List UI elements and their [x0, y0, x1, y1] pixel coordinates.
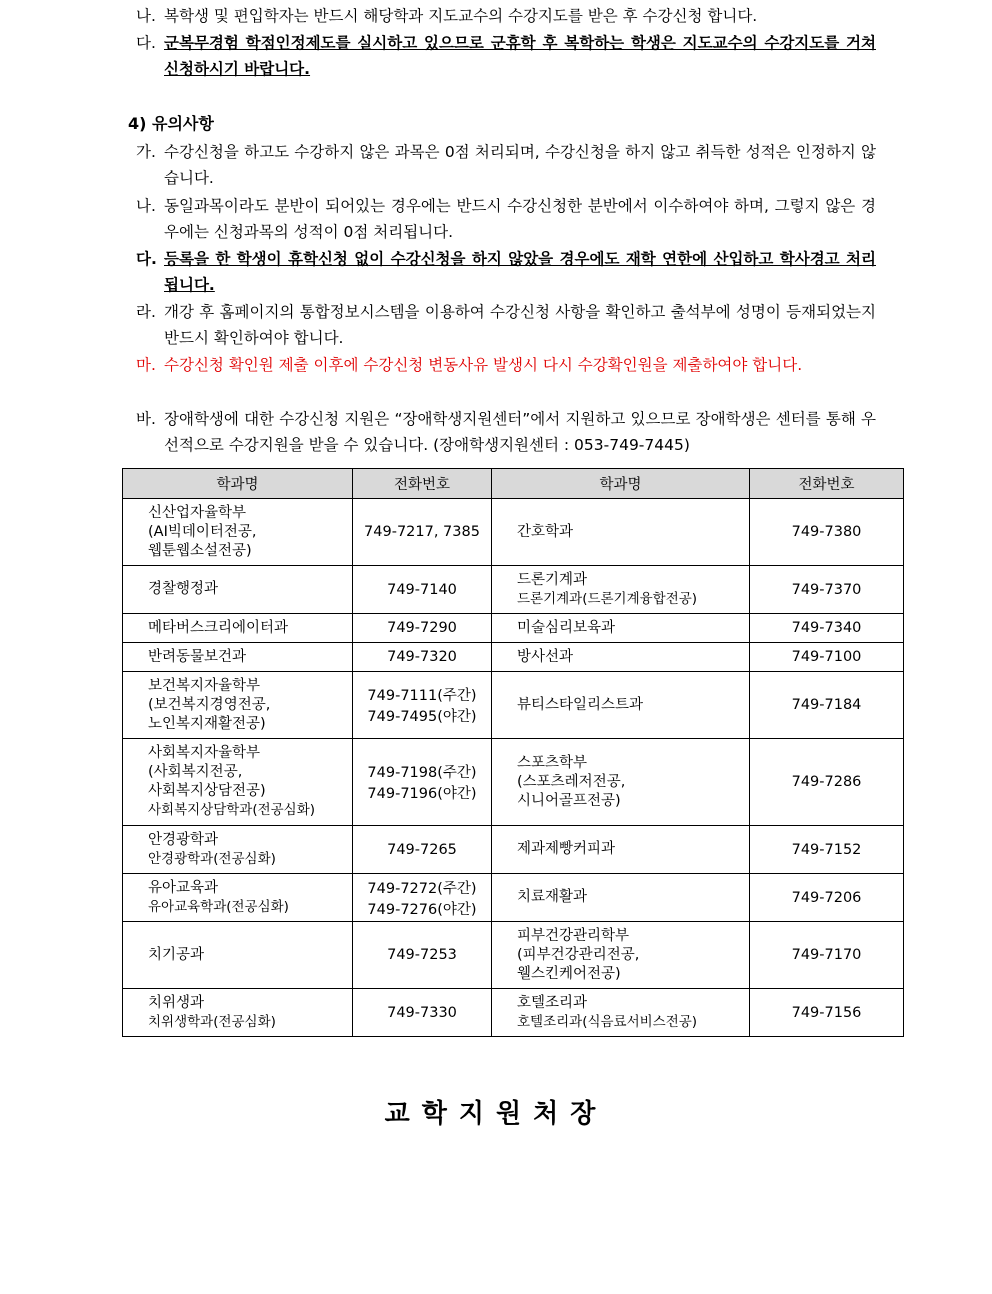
left-name-cell: [123, 989, 353, 1037]
left-phone-line: 749-7198(주간): [367, 765, 477, 781]
left-name-cell: [123, 672, 353, 739]
right-name-line: 시니어골프전공): [517, 792, 621, 809]
right-name-cell: [492, 672, 750, 739]
right-name-cell: [492, 643, 750, 672]
left-phone-cell: [353, 643, 492, 672]
table-header-row: [123, 469, 904, 499]
right-name-cell: [492, 614, 750, 643]
top-item-da: 다. 군복무경험 학점인정제도를 실시하고 있으므로 군휴학 후 복학하는 학생은 지도교수의 수강지도를 거쳐 신청하시기 바랍니다.: [136, 34, 876, 78]
left-phone-cell: [353, 499, 492, 566]
left-phone-line: 749-7196(야간): [367, 786, 477, 802]
right-phone-cell: [750, 672, 904, 739]
right-name-line: 웰스킨케어전공): [517, 965, 621, 982]
right-name-line: 간호학과: [517, 523, 574, 540]
left-name-line: 노인복지재활전공): [148, 715, 266, 732]
left-phone-line: 749-7140: [387, 581, 457, 598]
left-phone-line: 749-7217, 7385: [364, 524, 480, 540]
left-phone-line: 749-7111(주간): [367, 688, 477, 704]
left-name-cell: [123, 739, 353, 826]
left-phone-cell: [353, 989, 492, 1037]
left-phone-cell: [353, 874, 492, 922]
right-phone-cell: [750, 989, 904, 1037]
left-phone-line: 749-7290: [387, 620, 457, 636]
right-name-cell: [492, 826, 750, 874]
left-phone-cell: [353, 614, 492, 643]
left-phone-cell: [353, 826, 492, 874]
right-name-line: 제과제빵커피과: [517, 841, 616, 857]
left-name-line: 보건복지자율학부: [148, 677, 261, 694]
right-name-line: 치료재활과: [517, 889, 588, 905]
table-row: [123, 566, 904, 614]
left-phone-line: 749-7320: [387, 649, 457, 665]
right-name-line: 미술심리보육과: [517, 619, 616, 636]
header-dept-right: 학과명: [492, 469, 750, 499]
left-name-line: 사회복지상담전공): [148, 783, 266, 799]
left-name-line: 신산업자율학부: [148, 504, 247, 521]
right-name-line: 방사선과: [517, 648, 574, 665]
right-name-line: 피부건강관리학부: [517, 927, 630, 944]
right-name-line: 드론기계과: [517, 571, 588, 588]
right-phone-line: 749-7206: [791, 889, 862, 906]
note-item-na: 나. 동일과목이라도 분반이 되어있는 경우에는 반드시 수강신청한 분반에서 이수하여야 하며, 그렇지 않은 경우에는 신청과목의 성적이 0점 처리됩니다.: [136, 197, 876, 241]
right-name-line: 드론기계과(드론기계융합전공): [517, 590, 698, 607]
left-name-line: 유아교육과: [148, 879, 219, 896]
left-name-line: 치위생학과(전공심화): [148, 1013, 276, 1030]
left-name-line: 메타버스크리에이터과: [148, 619, 289, 636]
left-phone-line: 749-7265: [387, 841, 457, 858]
left-name-line: 치위생과: [148, 994, 205, 1011]
right-phone-cell: [750, 874, 904, 922]
right-name-cell: [492, 874, 750, 922]
right-phone-line: 749-7380: [791, 524, 862, 540]
right-phone-line: 749-7184: [791, 697, 862, 713]
table-row: [123, 989, 904, 1037]
department-phone-table: [122, 468, 904, 1037]
table-row: [123, 826, 904, 874]
left-name-cell: [123, 826, 353, 874]
left-phone-line: 749-7276(야간): [367, 901, 477, 918]
right-phone-cell: [750, 739, 904, 826]
right-phone-cell: [750, 614, 904, 643]
right-phone-line: 749-7340: [791, 620, 862, 636]
header-phone-left: 전화번호: [353, 469, 492, 499]
right-phone-cell: [750, 643, 904, 672]
left-name-cell: [123, 643, 353, 672]
left-name-line: 사회복지자율학부: [148, 745, 261, 761]
note-item-ma: 마. 수강신청 확인원 제출 이후에 수강신청 변동사유 발생시 다시 수강확인원을 제출하여야 합니다.: [136, 356, 803, 374]
table-row: [123, 874, 904, 922]
right-name-cell: [492, 566, 750, 614]
left-name-line: 치기공과: [148, 946, 205, 963]
left-name-line: 사회복지상담학과(전공심화): [148, 802, 316, 818]
note-item-ga: 가. 수강신청을 하고도 수강하지 않은 과목은 0점 처리되며, 수강신청을 하지 않고 취득한 성적은 인정하지 않습니다.: [136, 143, 876, 187]
right-name-line: (스포츠레저전공,: [517, 773, 626, 790]
left-name-line: (사회복지전공,: [148, 764, 243, 780]
right-phone-cell: [750, 566, 904, 614]
right-name-cell: [492, 922, 750, 989]
left-name-line: 유아교육학과(전공심화): [148, 898, 289, 915]
right-name-line: 호텔조리과(식음료서비스전공): [517, 1013, 698, 1030]
left-name-line: (AI빅데이터전공,: [148, 523, 257, 540]
left-name-cell: [123, 874, 353, 922]
right-phone-cell: [750, 499, 904, 566]
note-item-da: 다. 등록을 한 학생이 휴학신청 없이 수강신청을 하지 않았을 경우에도 재학 연한에 산입하고 학사경고 처리됩니다.: [136, 250, 876, 294]
right-name-line: 스포츠학부: [517, 754, 588, 771]
table-row: [123, 922, 904, 989]
right-phone-line: 749-7152: [791, 841, 862, 858]
left-name-cell: [123, 614, 353, 643]
left-phone-cell: [353, 739, 492, 826]
table-row: [123, 739, 904, 826]
table-row: [123, 499, 904, 566]
right-phone-cell: [750, 826, 904, 874]
right-phone-line: 749-7100: [791, 649, 862, 665]
note-item-ba: 바. 장애학생에 대한 수강신청 지원은 “장애학생지원센터”에서 지원하고 있으므로 장애학생은 센터를 통해 우선적으로 수강지원을 받을 수 있습니다. (장애학생지원센터 : 053-749-7445): [136, 410, 876, 454]
left-name-line: 경찰행정과: [148, 581, 219, 597]
right-name-cell: [492, 989, 750, 1037]
right-phone-line: 749-7156: [791, 1004, 862, 1021]
left-name-cell: [123, 499, 353, 566]
left-phone-cell: [353, 566, 492, 614]
left-name-cell: [123, 566, 353, 614]
left-name-line: 안경광학과(전공심화): [148, 850, 276, 867]
section-title-notes: 4) 유의사항: [128, 114, 214, 133]
right-phone-line: 749-7370: [791, 581, 862, 598]
left-phone-line: 749-7253: [387, 947, 457, 963]
left-name-line: 반려동물보건과: [148, 648, 247, 665]
note-item-ra: 라. 개강 후 홈페이지의 통합정보시스템을 이용하여 수강신청 사항을 확인하고 출석부에 성명이 등재되었는지 반드시 확인하여야 합니다.: [136, 303, 876, 347]
right-phone-cell: [750, 922, 904, 989]
right-phone-line: 749-7170: [791, 947, 862, 963]
right-name-line: 호텔조리과: [517, 994, 588, 1011]
left-name-cell: [123, 922, 353, 989]
header-dept-left: 학과명: [123, 469, 353, 499]
left-name-line: 안경광학과: [148, 831, 219, 848]
table-row: [123, 614, 904, 643]
top-item-na: 나. 복학생 및 편입학자는 반드시 해당학과 지도교수의 수강지도를 받은 후 수강신청 합니다.: [136, 7, 758, 25]
left-name-line: (보건복지경영전공,: [148, 696, 271, 713]
left-phone-line: 749-7272(주간): [367, 880, 477, 897]
footer-signature: 교학지원처장: [384, 1099, 608, 1129]
right-name-cell: [492, 499, 750, 566]
left-phone-line: 749-7495(야간): [367, 709, 477, 725]
right-name-line: (피부건강관리전공,: [517, 946, 640, 963]
right-phone-line: 749-7286: [791, 774, 862, 790]
table-row: [123, 643, 904, 672]
table-row: [123, 672, 904, 739]
header-phone-right: 전화번호: [750, 469, 904, 499]
left-name-line: 웹툰웹소설전공): [148, 542, 252, 559]
left-phone-cell: [353, 672, 492, 739]
left-phone-cell: [353, 922, 492, 989]
left-phone-line: 749-7330: [387, 1004, 457, 1021]
right-name-cell: [492, 739, 750, 826]
table-body: [123, 499, 904, 1037]
right-name-line: 뷰티스타일리스트과: [517, 696, 644, 713]
